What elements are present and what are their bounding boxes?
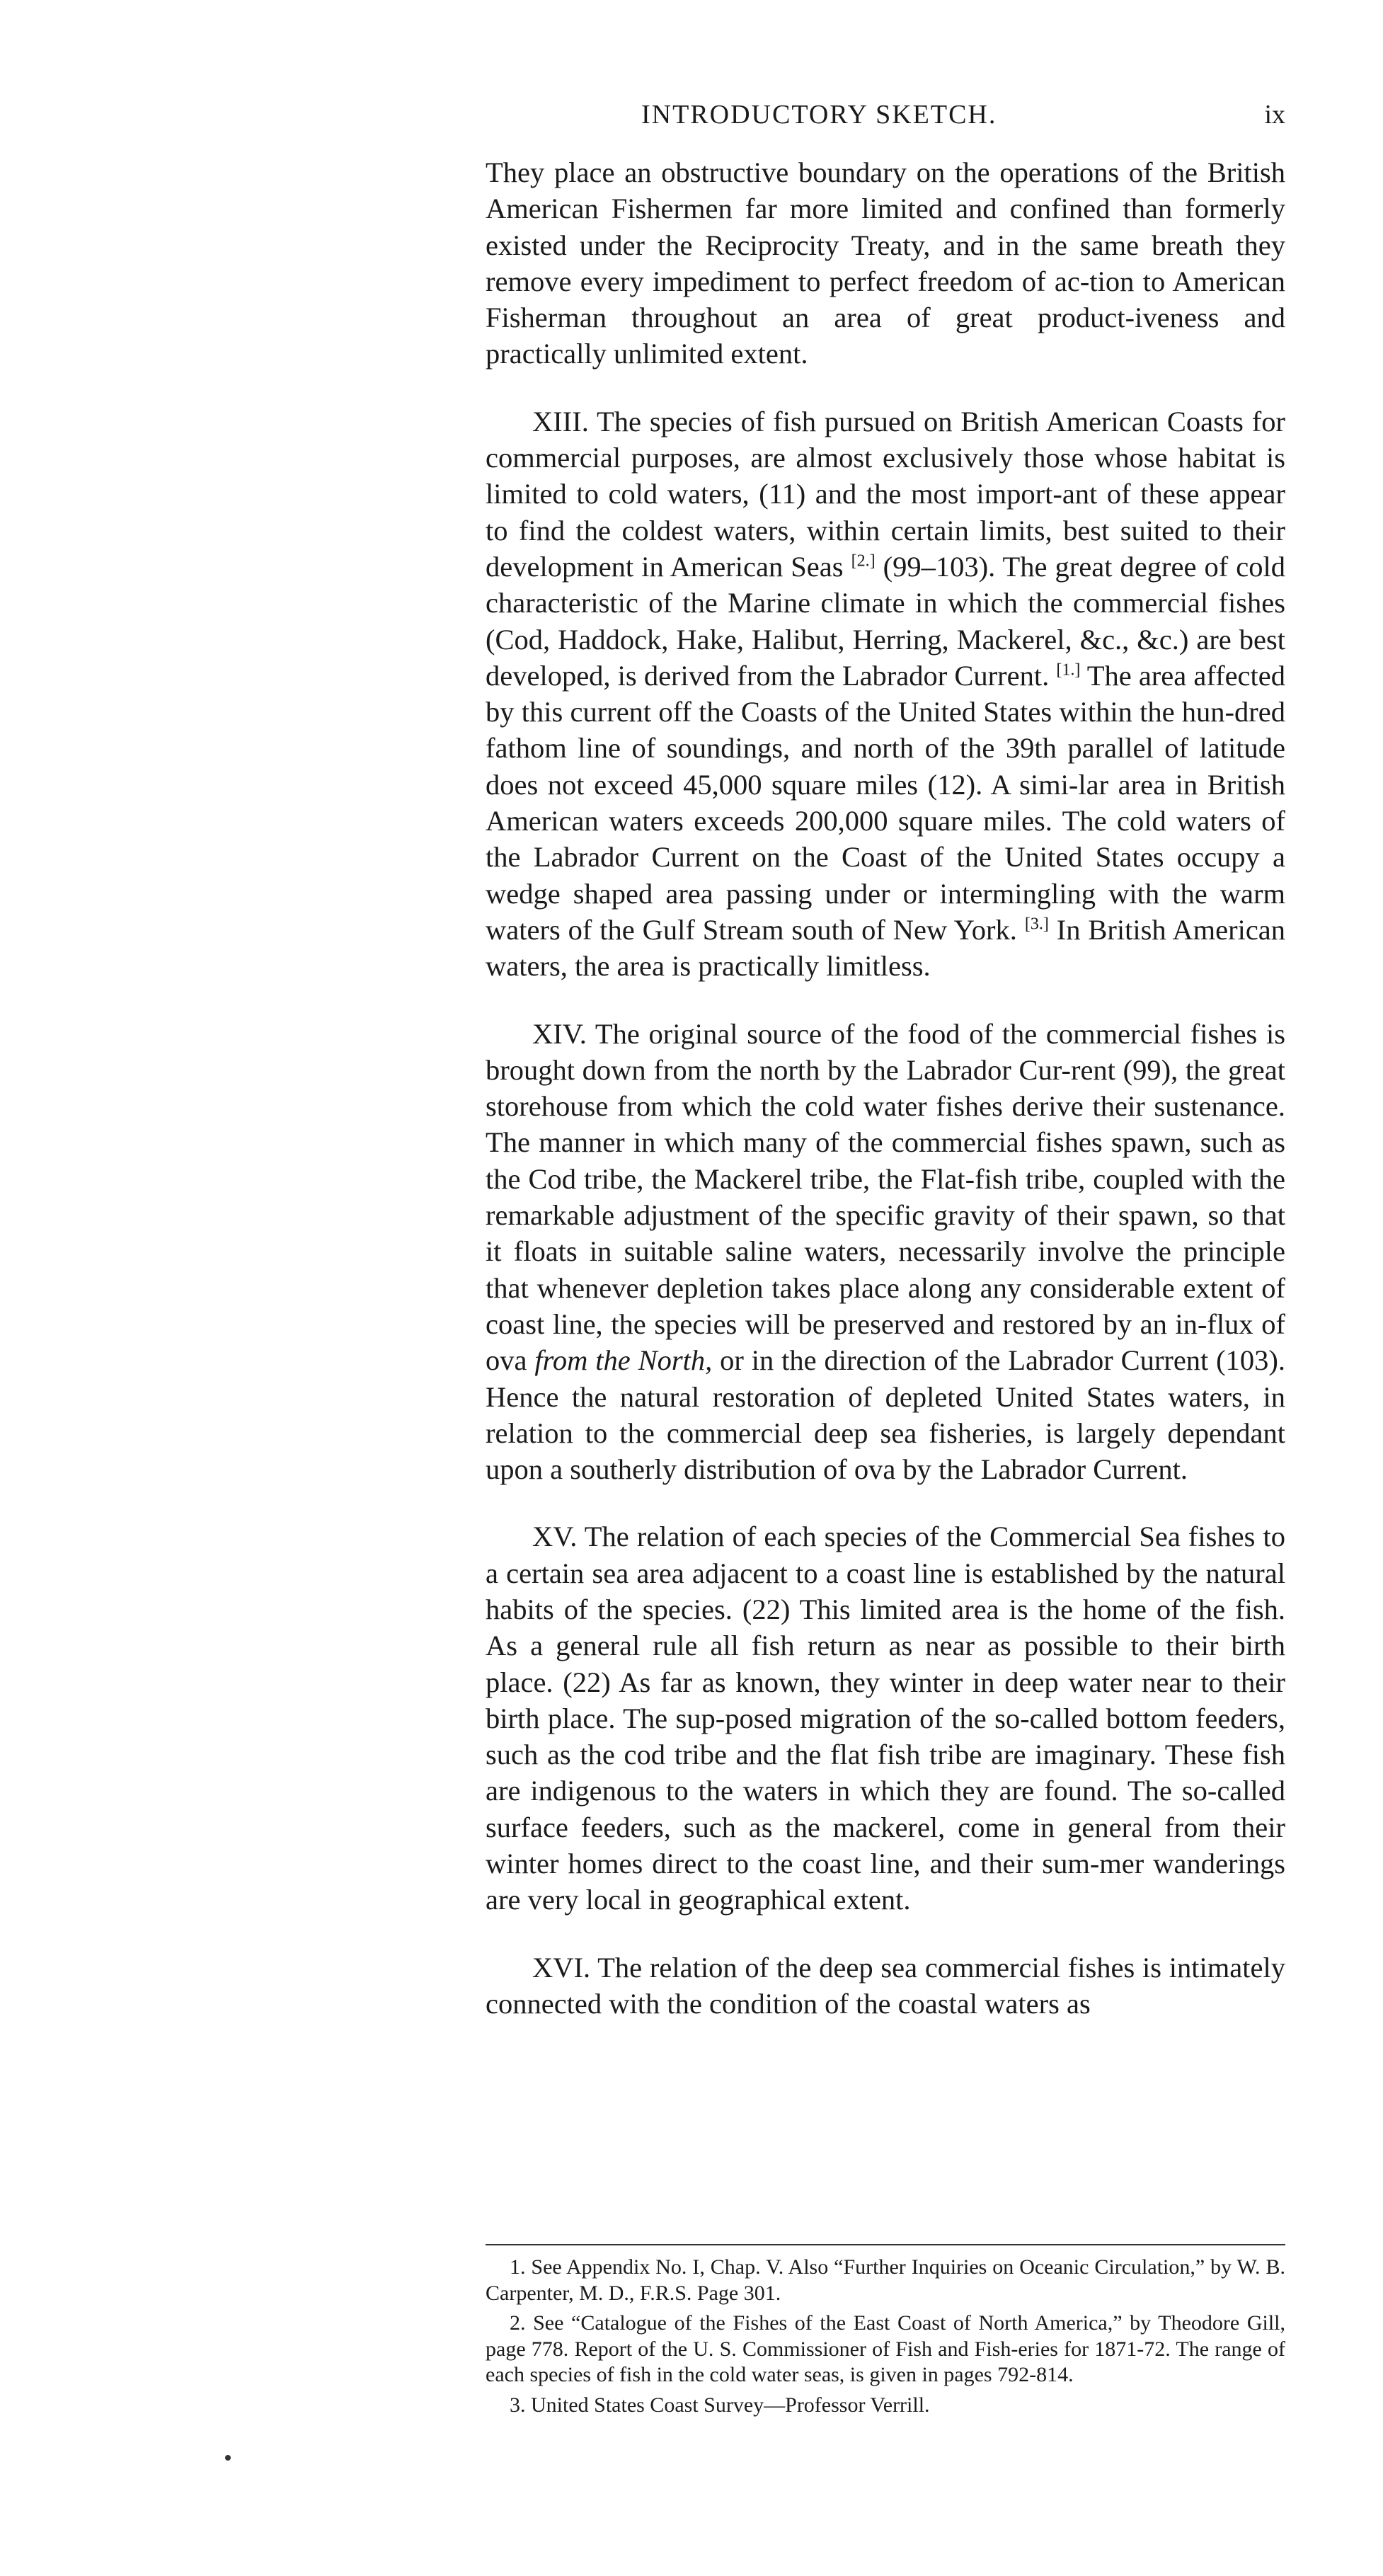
- footnote-3: 3. United States Coast Survey—Professor Verrill.: [510, 2393, 930, 2417]
- section-numeral: XIII.: [532, 405, 589, 437]
- page-header: [486, 99, 1285, 142]
- section-xv: [486, 1518, 1285, 1918]
- section-xiii: [486, 403, 1285, 985]
- section-numeral: XIV.: [532, 1017, 587, 1050]
- page-number: ix: [1264, 100, 1285, 130]
- section-numeral: XVI.: [532, 1951, 591, 1983]
- footnote-ref-3: [3.]: [1024, 915, 1049, 934]
- footnote-ref-2: [2.]: [851, 551, 876, 571]
- footnotes: [486, 2255, 1285, 2422]
- footnote-1: 1. See Appendix No. I, Chap. V. Also “Further Inquiries on Oceanic Circulation,” by W. B. Carpenter, M. D., F.R.S. Page 301.: [486, 2255, 1285, 2305]
- section-xiv: [486, 1016, 1285, 1488]
- section-text: The area affected by this current off the Coasts of the United States within the hun-dred fathom line of soundings, and north of the 39th parallel of latitude does not exceed 45,000 square miles (12). A simi-lar area in British American waters exceeds 200,000 square miles. The cold waters of the Labrador Current on the Coast of the United States occupy a wedge shaped area passing under or intermingling with the warm waters of the Gulf Stream south of New York.: [486, 659, 1286, 946]
- section-text: The species of fish pursued on British American Coasts for commercial purposes, are almost exclusively those whose habitat is limited to cold waters, (11) and the most import-ant of these appear to find the coldest waters, within certain limits, best suited to their development in American Seas: [486, 405, 1285, 583]
- footnote-divider: [486, 2244, 1285, 2245]
- section-text: or in the direction of the Labrador Current (103). Hence the natural restoration of depleted United States waters, in relation to the commercial deep sea fisheries, is largely dependant upon a southerly distribution of ova by the Labrador Current.: [486, 1344, 1286, 1486]
- continued-paragraph: They place an obstructive boundary on the operations of the British American Fishermen far more limited and confined than formerly existed under the Reciprocity Treaty, and in the same breath they remove every impediment to perfect freedom of ac-tion to American Fisherman throughout an area of great product-iveness and practically unlimited extent.: [486, 156, 1285, 370]
- section-text: The original source of the food of the commercial fishes is brought down from the north by the Labrador Cur-rent (99), the great storehouse from which the cold water fishes derive their sustenance. The manner in which many of the commercial fishes spawn, such as the Cod tribe, the Mackerel tribe, the Flat-fish tribe, coupled with the remarkable adjustment of the specific gravity of their spawn, so that it floats in suitable saline waters, necessarily involve the principle that whenever depletion takes place along any considerable extent of coast line, the species will be preserved and restored by an in-flux of ova: [486, 1017, 1285, 1377]
- section-text: The relation of each species of the Commercial Sea fishes to a certain sea area adjacent to a coast line is established by the natural habits of the species. (22) This limited area is the home of the fish. As a general rule all fish return as near as possible to their birth place. (22) As far as known, they winter in deep water near to their birth place. The sup-posed migration of the so-called bottom feeders, such as the cod tribe and the flat fish tribe are imaginary. These fish are indigenous to the waters in which they are found. The so-called surface feeders, such as the mackerel, come in general from their winter homes direct to the coast line, and their sum-mer wanderings are very local in geographical extent.: [486, 1521, 1285, 1916]
- footnote-ref-1: [1.]: [1056, 660, 1081, 680]
- running-title: INTRODUCTORY SKETCH.: [641, 100, 997, 130]
- section-text: (99–103). The great degree of cold characteristic of the Marine climate in which the commercial fishes (Cod, Haddock, Hake, Halibut, Herring, Mackerel, &c., &c.) are best developed, is derived from the Labrador Current.: [486, 550, 1286, 692]
- section-numeral: XV.: [532, 1521, 578, 1553]
- body-text: [486, 154, 1285, 2022]
- section-xvi: [486, 1950, 1285, 2022]
- ink-speck: [225, 2455, 231, 2461]
- section-text: The relation of the deep sea commercial fishes is intimately connected with the condition of the coastal waters as: [486, 1951, 1285, 2020]
- footnote-2: 2. See “Catalogue of the Fishes of the East Coast of North America,” by Theodore Gill, page 778. Report of the U. S. Commissioner of Fish and Fish-eries for 1871-72. The range of each species of fish in the cold water seas, is given in pages 792-814.: [486, 2311, 1285, 2386]
- emphasized-text: from the North,: [534, 1344, 713, 1377]
- section-text: In British American waters, the area is practically limitless.: [486, 913, 1286, 983]
